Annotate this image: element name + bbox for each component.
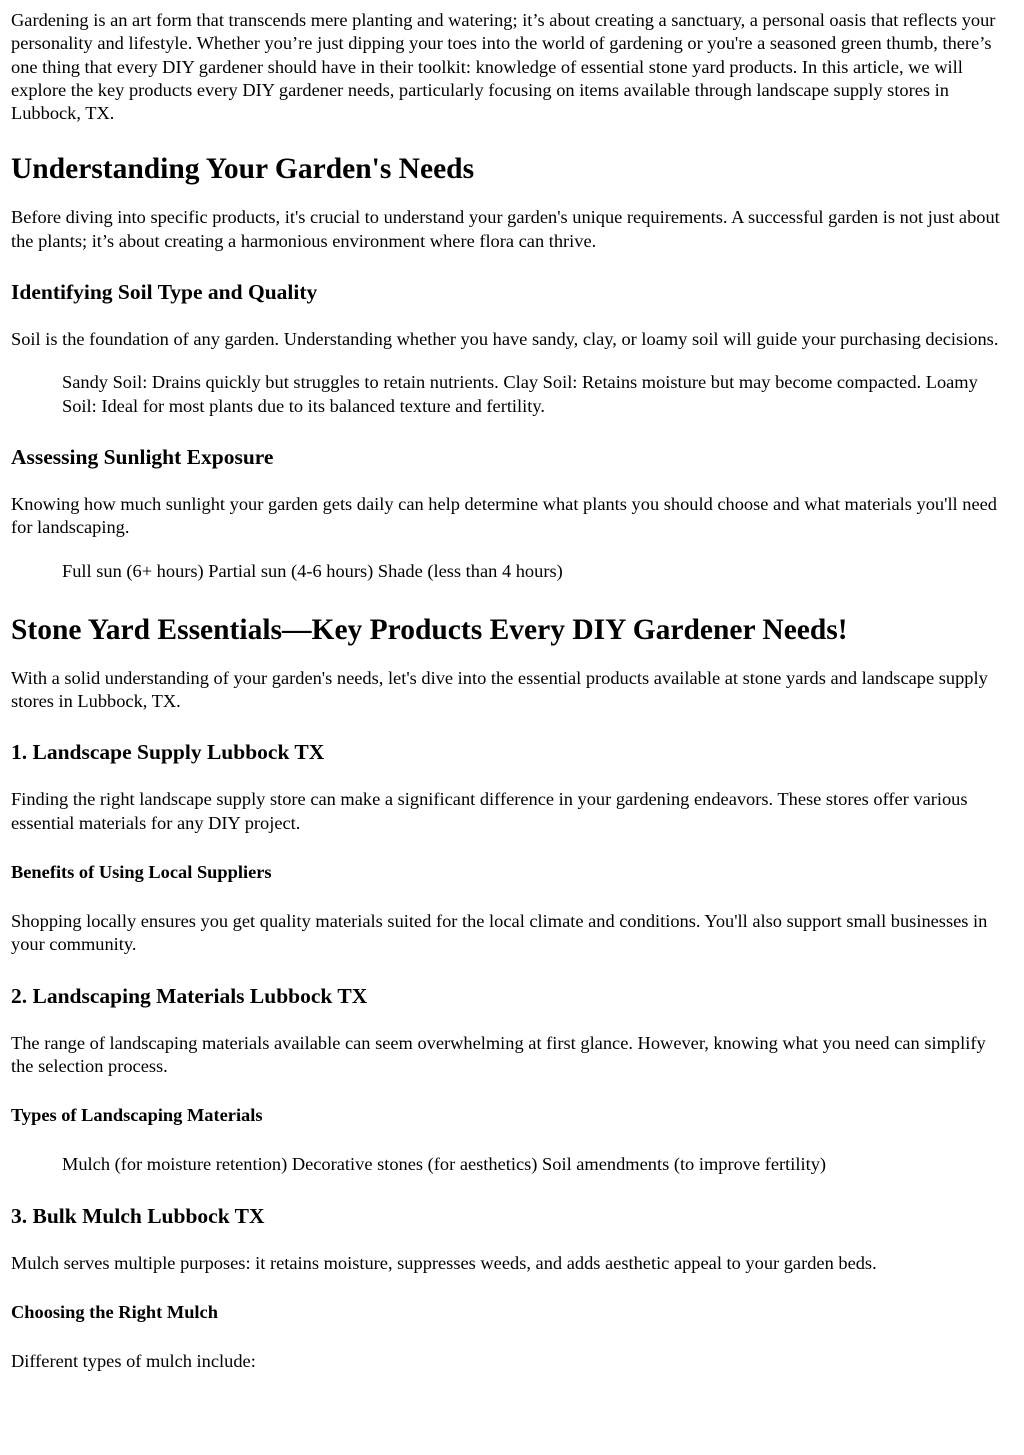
heading-soil-type: Identifying Soil Type and Quality [11, 280, 318, 305]
bulk-mulch-paragraph: Mulch serves multiple purposes: it retains moisture, suppresses weeds, and adds aesthetic appeal to your garden beds. [11, 1252, 877, 1273]
landscape-supply-paragraph: Finding the right landscape supply store can make a significant difference in your gardening endeavors. These stores offer various essential materials for any DIY project. [11, 789, 968, 833]
sunlight-quote: Full sun (6+ hours) Partial sun (4-6 hours) Shade (less than 4 hours) [62, 560, 563, 581]
heading-bulk-mulch: 3. Bulk Mulch Lubbock TX [11, 1203, 265, 1228]
heading-sunlight: Assessing Sunlight Exposure [11, 444, 274, 469]
heading-stone-yard-essentials: Stone Yard Essentials—Key Products Every DIY Gardener Needs! [11, 613, 848, 646]
understanding-paragraph: Before diving into specific products, it's crucial to understand your garden's unique requirements. A successful garden is not just about the plants; it’s about creating a harmonious environment where flora can thrive. [11, 207, 1000, 251]
essentials-paragraph: With a solid understanding of your garden's needs, let's dive into the essential products available at stone yards and landscape supply stores in Lubbock, TX. [11, 667, 988, 712]
heading-landscaping-materials: 2. Landscaping Materials Lubbock TX [11, 983, 368, 1008]
article [0, 9, 1024, 1373]
soil-paragraph: Soil is the foundation of any garden. Understanding whether you have sandy, clay, or loamy soil will guide your purchasing decisions. [11, 329, 999, 350]
heading-landscape-supply: 1. Landscape Supply Lubbock TX [11, 740, 325, 765]
materials-quote: Mulch (for moisture retention) Decorative stones (for aesthetics) Soil amendments (to improve fertility) [62, 1154, 827, 1175]
mulch-types-paragraph: Different types of mulch include: [11, 1350, 256, 1371]
soil-types-quote: Sandy Soil: Drains quickly but struggles to retain nutrients. Clay Soil: Retains moisture but may become compacted. Loamy Soil: Ideal for most plants due to its balanced texture and fertility. [62, 372, 978, 416]
heading-local-suppliers: Benefits of Using Local Suppliers [11, 862, 272, 883]
sunlight-paragraph: Knowing how much sunlight your garden gets daily can help determine what plants you should choose and what materials you'll need for landscaping. [11, 493, 997, 538]
heading-choosing-mulch: Choosing the Right Mulch [11, 1301, 218, 1322]
landscaping-materials-paragraph: The range of landscaping materials available can seem overwhelming at first glance. However, knowing what you need can simplify the selection process. [11, 1032, 986, 1076]
heading-understanding-needs: Understanding Your Garden's Needs [11, 153, 475, 186]
intro-paragraph: Gardening is an art form that transcends mere planting and watering; it’s about creating a sanctuary, a personal oasis that reflects your personality and lifestyle. Whether you’re just dipping your toes into the world of gardening or you're a seasoned green thumb, there’s one thing that every DIY gardener should have in their toolkit: knowledge of essential stone yard products. In this article, we will explore the key products every DIY gardener needs, particularly focusing on items available through landscape supply stores in Lubbock, TX. [11, 10, 996, 124]
local-suppliers-paragraph: Shopping locally ensures you get quality materials suited for the local climate and conditions. You'll also support small businesses in your community. [11, 911, 988, 955]
heading-types-materials: Types of Landscaping Materials [11, 1105, 263, 1126]
